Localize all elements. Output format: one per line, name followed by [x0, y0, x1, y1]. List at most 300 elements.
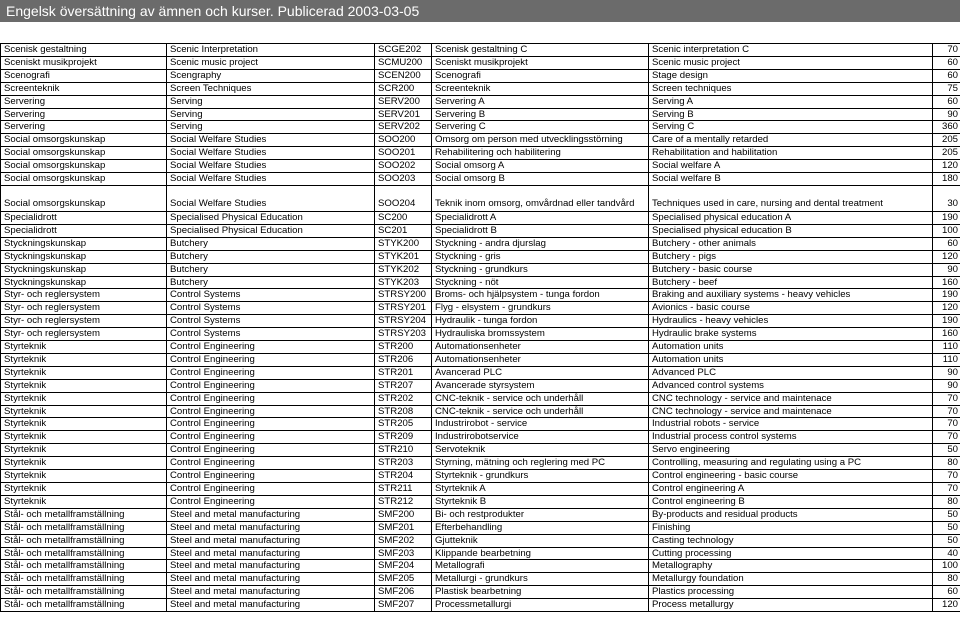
course-code-cell: STYK201 [375, 250, 432, 263]
subject-sv-cell: Styr- och reglersystem [1, 315, 167, 328]
course-code-cell: SMF202 [375, 534, 432, 547]
points-cell: 60 [933, 95, 960, 108]
points-cell: 120 [933, 160, 960, 173]
table-row [1, 392, 960, 405]
course-code-cell: STYK200 [375, 237, 432, 250]
subject-sv-cell: Styr- och reglersystem [1, 328, 167, 341]
course-name-sv-cell: Hydrauliska bromssystem [432, 328, 649, 341]
subject-sv-cell: Social omsorgskunskap [1, 185, 167, 211]
table-row [1, 69, 960, 82]
course-name-sv-cell: Avancerade styrsystem [432, 379, 649, 392]
course-name-sv-cell: Styrteknik B [432, 495, 649, 508]
subject-en-cell: Control Engineering [167, 379, 375, 392]
course-name-sv-cell: Avancerad PLC [432, 366, 649, 379]
course-code-cell: STRSY204 [375, 315, 432, 328]
course-name-sv-cell: Servoteknik [432, 444, 649, 457]
course-code-cell: SCR200 [375, 82, 432, 95]
subject-sv-cell: Stål- och metallframställning [1, 508, 167, 521]
subject-en-cell: Scenic music project [167, 56, 375, 69]
table-row [1, 495, 960, 508]
table-row [1, 560, 960, 573]
points-cell: 60 [933, 69, 960, 82]
course-name-en-cell: Finishing [649, 521, 933, 534]
course-name-sv-cell: Servering B [432, 108, 649, 121]
course-name-sv-cell: Scenografi [432, 69, 649, 82]
course-name-en-cell: Automation units [649, 353, 933, 366]
table-row [1, 289, 960, 302]
course-name-en-cell: Advanced control systems [649, 379, 933, 392]
subject-en-cell: Control Engineering [167, 392, 375, 405]
points-cell: 70 [933, 431, 960, 444]
subject-en-cell: Specialised Physical Education [167, 224, 375, 237]
course-name-en-cell: Care of a mentally retarded [649, 134, 933, 147]
course-code-cell: SMF206 [375, 586, 432, 599]
subject-en-cell: Social Welfare Studies [167, 185, 375, 211]
course-name-sv-cell: Automationsenheter [432, 341, 649, 354]
course-code-cell: SOO200 [375, 134, 432, 147]
course-name-sv-cell: Metallurgi - grundkurs [432, 573, 649, 586]
subject-en-cell: Steel and metal manufacturing [167, 573, 375, 586]
subject-sv-cell: Servering [1, 121, 167, 134]
subject-sv-cell: Stål- och metallframställning [1, 521, 167, 534]
course-code-cell: STR203 [375, 457, 432, 470]
course-name-sv-cell: Efterbehandling [432, 521, 649, 534]
subject-sv-cell: Stål- och metallframställning [1, 560, 167, 573]
course-name-en-cell: Specialised physical education B [649, 224, 933, 237]
subject-sv-cell: Stål- och metallframställning [1, 534, 167, 547]
points-cell: 190 [933, 211, 960, 224]
course-code-cell: STR208 [375, 405, 432, 418]
course-code-cell: STRSY200 [375, 289, 432, 302]
subject-en-cell: Control Engineering [167, 353, 375, 366]
points-cell: 90 [933, 108, 960, 121]
course-name-en-cell: Braking and auxiliary systems - heavy vehicles [649, 289, 933, 302]
course-name-en-cell: Metallography [649, 560, 933, 573]
points-cell: 120 [933, 250, 960, 263]
subject-sv-cell: Social omsorgskunskap [1, 134, 167, 147]
course-name-sv-cell: Broms- och hjälpsystem - tunga fordon [432, 289, 649, 302]
points-cell: 50 [933, 508, 960, 521]
table-row [1, 457, 960, 470]
table-row [1, 379, 960, 392]
course-code-cell: STYK203 [375, 276, 432, 289]
course-name-sv-cell: Teknik inom omsorg, omvårdnad eller tandvård [432, 185, 649, 211]
course-name-en-cell: Process metallurgy [649, 599, 933, 612]
course-name-sv-cell: Processmetallurgi [432, 599, 649, 612]
course-name-sv-cell: Bi- och restprodukter [432, 508, 649, 521]
course-code-cell: SMF200 [375, 508, 432, 521]
course-code-cell: SMF205 [375, 573, 432, 586]
points-cell: 90 [933, 263, 960, 276]
course-name-sv-cell: Hydraulik - tunga fordon [432, 315, 649, 328]
course-name-en-cell: Metallurgy foundation [649, 573, 933, 586]
course-code-cell: SERV201 [375, 108, 432, 121]
subject-sv-cell: Stål- och metallframställning [1, 586, 167, 599]
course-name-en-cell: Industrial robots - service [649, 418, 933, 431]
course-code-cell: SOO202 [375, 160, 432, 173]
subject-sv-cell: Styrteknik [1, 366, 167, 379]
subject-en-cell: Steel and metal manufacturing [167, 508, 375, 521]
course-code-cell: SC200 [375, 211, 432, 224]
subject-en-cell: Butchery [167, 237, 375, 250]
course-name-en-cell: Hydraulics - heavy vehicles [649, 315, 933, 328]
course-name-sv-cell: Industrirobotservice [432, 431, 649, 444]
table-row [1, 483, 960, 496]
table-row [1, 508, 960, 521]
subject-en-cell: Screen Techniques [167, 82, 375, 95]
subject-sv-cell: Styrteknik [1, 418, 167, 431]
course-name-sv-cell: Omsorg om person med utvecklingsstörning [432, 134, 649, 147]
course-name-en-cell: Control engineering - basic course [649, 470, 933, 483]
subject-sv-cell: Stål- och metallframställning [1, 573, 167, 586]
table-row [1, 521, 960, 534]
subject-en-cell: Control Engineering [167, 405, 375, 418]
subject-en-cell: Social Welfare Studies [167, 147, 375, 160]
table-row [1, 95, 960, 108]
points-cell: 180 [933, 173, 960, 186]
table-row [1, 315, 960, 328]
subject-en-cell: Specialised Physical Education [167, 211, 375, 224]
course-name-sv-cell: Sceniskt musikprojekt [432, 56, 649, 69]
course-code-cell: STRSY203 [375, 328, 432, 341]
document-header: Engelsk översättning av ämnen och kurser. Publicerad 2003-03-05 [0, 0, 960, 22]
course-name-sv-cell: Styrteknik - grundkurs [432, 470, 649, 483]
table-row [1, 173, 960, 186]
subject-sv-cell: Social omsorgskunskap [1, 160, 167, 173]
course-name-en-cell: Rehabilitation and habilitation [649, 147, 933, 160]
table-row [1, 444, 960, 457]
points-cell: 100 [933, 560, 960, 573]
subject-sv-cell: Styrteknik [1, 483, 167, 496]
subject-sv-cell: Styrteknik [1, 353, 167, 366]
points-cell: 80 [933, 573, 960, 586]
table-row [1, 263, 960, 276]
table-row [1, 573, 960, 586]
course-name-sv-cell: Servering A [432, 95, 649, 108]
subject-en-cell: Social Welfare Studies [167, 134, 375, 147]
table-row [1, 121, 960, 134]
points-cell: 75 [933, 82, 960, 95]
subject-sv-cell: Styr- och reglersystem [1, 302, 167, 315]
subject-en-cell: Control Systems [167, 302, 375, 315]
course-name-en-cell: Social welfare A [649, 160, 933, 173]
table-row [1, 353, 960, 366]
points-cell: 30 [933, 185, 960, 211]
subject-en-cell: Serving [167, 95, 375, 108]
course-name-sv-cell: Klippande bearbetning [432, 547, 649, 560]
subject-sv-cell: Specialidrott [1, 224, 167, 237]
table-row [1, 211, 960, 224]
table-row [1, 470, 960, 483]
subject-en-cell: Control Engineering [167, 457, 375, 470]
table-row [1, 405, 960, 418]
course-name-en-cell: Social welfare B [649, 173, 933, 186]
subject-sv-cell: Styrteknik [1, 444, 167, 457]
subject-en-cell: Steel and metal manufacturing [167, 599, 375, 612]
course-code-cell: SMF201 [375, 521, 432, 534]
course-name-en-cell: By-products and residual products [649, 508, 933, 521]
course-name-sv-cell: Styckning - grundkurs [432, 263, 649, 276]
points-cell: 60 [933, 586, 960, 599]
course-name-sv-cell: Screenteknik [432, 82, 649, 95]
points-cell: 360 [933, 121, 960, 134]
table-row [1, 185, 960, 211]
subject-sv-cell: Styrteknik [1, 392, 167, 405]
subject-en-cell: Control Engineering [167, 470, 375, 483]
subject-en-cell: Control Engineering [167, 418, 375, 431]
points-cell: 70 [933, 483, 960, 496]
course-name-sv-cell: Styckning - nöt [432, 276, 649, 289]
course-name-en-cell: Techniques used in care, nursing and dental treatment [649, 185, 933, 211]
course-name-en-cell: Control engineering A [649, 483, 933, 496]
subject-sv-cell: Styr- och reglersystem [1, 289, 167, 302]
course-name-sv-cell: Styrteknik A [432, 483, 649, 496]
subject-sv-cell: Scenisk gestaltning [1, 44, 167, 57]
course-code-cell: SERV202 [375, 121, 432, 134]
course-code-cell: SOO203 [375, 173, 432, 186]
points-cell: 50 [933, 444, 960, 457]
course-name-sv-cell: Metallografi [432, 560, 649, 573]
course-name-en-cell: Serving A [649, 95, 933, 108]
course-name-en-cell: Butchery - other animals [649, 237, 933, 250]
subject-en-cell: Social Welfare Studies [167, 160, 375, 173]
subject-sv-cell: Specialidrott [1, 211, 167, 224]
course-code-cell: SOO201 [375, 147, 432, 160]
subject-en-cell: Control Engineering [167, 444, 375, 457]
table-row [1, 431, 960, 444]
course-code-cell: STR201 [375, 366, 432, 379]
points-cell: 70 [933, 392, 960, 405]
course-name-sv-cell: CNC-teknik - service och underhåll [432, 392, 649, 405]
course-code-cell: STRSY201 [375, 302, 432, 315]
course-name-en-cell: Stage design [649, 69, 933, 82]
points-cell: 60 [933, 237, 960, 250]
subject-sv-cell: Styrteknik [1, 405, 167, 418]
course-code-cell: STR200 [375, 341, 432, 354]
subject-en-cell: Serving [167, 108, 375, 121]
subject-sv-cell: Servering [1, 108, 167, 121]
course-code-cell: SCGE202 [375, 44, 432, 57]
course-name-en-cell: CNC technology - service and maintenace [649, 392, 933, 405]
course-name-sv-cell: Gjutteknik [432, 534, 649, 547]
course-name-en-cell: Industrial process control systems [649, 431, 933, 444]
subject-sv-cell: Styrteknik [1, 341, 167, 354]
table-row [1, 328, 960, 341]
course-code-cell: SCEN200 [375, 69, 432, 82]
course-code-cell: STR211 [375, 483, 432, 496]
subject-sv-cell: Sceniskt musikprojekt [1, 56, 167, 69]
course-name-en-cell: Plastics processing [649, 586, 933, 599]
subject-sv-cell: Styrteknik [1, 379, 167, 392]
course-name-sv-cell: Specialidrott A [432, 211, 649, 224]
points-cell: 60 [933, 56, 960, 69]
course-name-en-cell: Hydraulic brake systems [649, 328, 933, 341]
course-name-en-cell: Specialised physical education A [649, 211, 933, 224]
course-name-en-cell: Servo engineering [649, 444, 933, 457]
subject-en-cell: Control Systems [167, 289, 375, 302]
course-code-cell: SCMU200 [375, 56, 432, 69]
table-row [1, 250, 960, 263]
table-row [1, 534, 960, 547]
table-row [1, 276, 960, 289]
points-cell: 90 [933, 379, 960, 392]
points-cell: 90 [933, 366, 960, 379]
table-row [1, 147, 960, 160]
points-cell: 190 [933, 289, 960, 302]
course-name-en-cell: Butchery - beef [649, 276, 933, 289]
subject-sv-cell: Styckningskunskap [1, 250, 167, 263]
course-name-sv-cell: Styckning - andra djurslag [432, 237, 649, 250]
points-cell: 70 [933, 470, 960, 483]
table-row [1, 586, 960, 599]
subject-sv-cell: Styckningskunskap [1, 263, 167, 276]
course-name-en-cell: Controlling, measuring and regulating using a PC [649, 457, 933, 470]
course-name-en-cell: Advanced PLC [649, 366, 933, 379]
subject-en-cell: Steel and metal manufacturing [167, 547, 375, 560]
subject-sv-cell: Styckningskunskap [1, 237, 167, 250]
course-name-en-cell: Control engineering B [649, 495, 933, 508]
subject-sv-cell: Social omsorgskunskap [1, 147, 167, 160]
course-name-en-cell: Scenic music project [649, 56, 933, 69]
subject-sv-cell: Social omsorgskunskap [1, 173, 167, 186]
points-cell: 70 [933, 405, 960, 418]
course-name-sv-cell: Styrning, mätning och reglering med PC [432, 457, 649, 470]
course-name-sv-cell: Industrirobot - service [432, 418, 649, 431]
points-cell: 40 [933, 547, 960, 560]
table-row [1, 82, 960, 95]
table-row [1, 547, 960, 560]
points-cell: 70 [933, 418, 960, 431]
subject-en-cell: Butchery [167, 250, 375, 263]
table-row [1, 108, 960, 121]
course-code-cell: SMF204 [375, 560, 432, 573]
table-row [1, 160, 960, 173]
subject-sv-cell: Scenografi [1, 69, 167, 82]
course-code-cell: STR210 [375, 444, 432, 457]
course-code-cell: SERV200 [375, 95, 432, 108]
course-code-cell: STR207 [375, 379, 432, 392]
points-cell: 110 [933, 353, 960, 366]
subject-en-cell: Control Systems [167, 315, 375, 328]
course-name-en-cell: Avionics - basic course [649, 302, 933, 315]
subject-sv-cell: Screenteknik [1, 82, 167, 95]
course-name-sv-cell: Social omsorg A [432, 160, 649, 173]
points-cell: 50 [933, 534, 960, 547]
course-name-sv-cell: Rehabilitering och habilitering [432, 147, 649, 160]
course-code-cell: STR209 [375, 431, 432, 444]
table-row [1, 44, 960, 57]
subject-en-cell: Control Systems [167, 328, 375, 341]
subject-en-cell: Serving [167, 121, 375, 134]
course-name-sv-cell: CNC-teknik - service och underhåll [432, 405, 649, 418]
course-name-en-cell: Automation units [649, 341, 933, 354]
subject-en-cell: Scenic Interpretation [167, 44, 375, 57]
course-name-en-cell: Casting technology [649, 534, 933, 547]
table-row [1, 56, 960, 69]
points-cell: 205 [933, 134, 960, 147]
course-code-cell: SMF207 [375, 599, 432, 612]
subject-en-cell: Butchery [167, 276, 375, 289]
points-cell: 70 [933, 44, 960, 57]
table-row [1, 302, 960, 315]
subject-en-cell: Control Engineering [167, 431, 375, 444]
course-name-en-cell: Serving B [649, 108, 933, 121]
table-row [1, 366, 960, 379]
table-row [1, 599, 960, 612]
subject-en-cell: Scengraphy [167, 69, 375, 82]
table-row [1, 224, 960, 237]
course-name-en-cell: Cutting processing [649, 547, 933, 560]
subject-sv-cell: Stål- och metallframställning [1, 599, 167, 612]
course-name-sv-cell: Social omsorg B [432, 173, 649, 186]
course-code-cell: STYK202 [375, 263, 432, 276]
course-name-en-cell: Butchery - pigs [649, 250, 933, 263]
points-cell: 100 [933, 224, 960, 237]
subject-sv-cell: Styckningskunskap [1, 276, 167, 289]
table-row [1, 134, 960, 147]
points-cell: 120 [933, 302, 960, 315]
subject-en-cell: Steel and metal manufacturing [167, 534, 375, 547]
course-code-cell: STR204 [375, 470, 432, 483]
course-name-en-cell: Butchery - basic course [649, 263, 933, 276]
points-cell: 120 [933, 599, 960, 612]
course-name-en-cell: Serving C [649, 121, 933, 134]
subject-sv-cell: Styrteknik [1, 495, 167, 508]
course-name-sv-cell: Automationsenheter [432, 353, 649, 366]
subject-en-cell: Control Engineering [167, 483, 375, 496]
subject-sv-cell: Stål- och metallframställning [1, 547, 167, 560]
course-table [0, 43, 960, 612]
subject-sv-cell: Styrteknik [1, 470, 167, 483]
points-cell: 160 [933, 276, 960, 289]
subject-en-cell: Steel and metal manufacturing [167, 560, 375, 573]
course-name-sv-cell: Scenisk gestaltning C [432, 44, 649, 57]
course-code-cell: SOO204 [375, 185, 432, 211]
course-name-sv-cell: Plastisk bearbetning [432, 586, 649, 599]
course-name-en-cell: Scenic interpretation C [649, 44, 933, 57]
points-cell: 80 [933, 457, 960, 470]
table-row [1, 341, 960, 354]
points-cell: 110 [933, 341, 960, 354]
subject-en-cell: Butchery [167, 263, 375, 276]
subject-en-cell: Control Engineering [167, 366, 375, 379]
course-code-cell: STR205 [375, 418, 432, 431]
subject-en-cell: Control Engineering [167, 341, 375, 354]
course-name-sv-cell: Styckning - gris [432, 250, 649, 263]
subject-en-cell: Control Engineering [167, 495, 375, 508]
subject-en-cell: Steel and metal manufacturing [167, 521, 375, 534]
subject-sv-cell: Servering [1, 95, 167, 108]
subject-sv-cell: Styrteknik [1, 431, 167, 444]
table-row [1, 418, 960, 431]
points-cell: 190 [933, 315, 960, 328]
course-code-cell: STR202 [375, 392, 432, 405]
course-code-cell: STR212 [375, 495, 432, 508]
subject-sv-cell: Styrteknik [1, 457, 167, 470]
points-cell: 50 [933, 521, 960, 534]
subject-en-cell: Steel and metal manufacturing [167, 586, 375, 599]
course-name-sv-cell: Flyg - elsystem - grundkurs [432, 302, 649, 315]
course-name-sv-cell: Servering C [432, 121, 649, 134]
points-cell: 160 [933, 328, 960, 341]
course-name-en-cell: Screen techniques [649, 82, 933, 95]
subject-en-cell: Social Welfare Studies [167, 173, 375, 186]
course-code-cell: SMF203 [375, 547, 432, 560]
course-code-cell: STR206 [375, 353, 432, 366]
points-cell: 205 [933, 147, 960, 160]
course-name-sv-cell: Specialidrott B [432, 224, 649, 237]
course-name-en-cell: CNC technology - service and maintenace [649, 405, 933, 418]
